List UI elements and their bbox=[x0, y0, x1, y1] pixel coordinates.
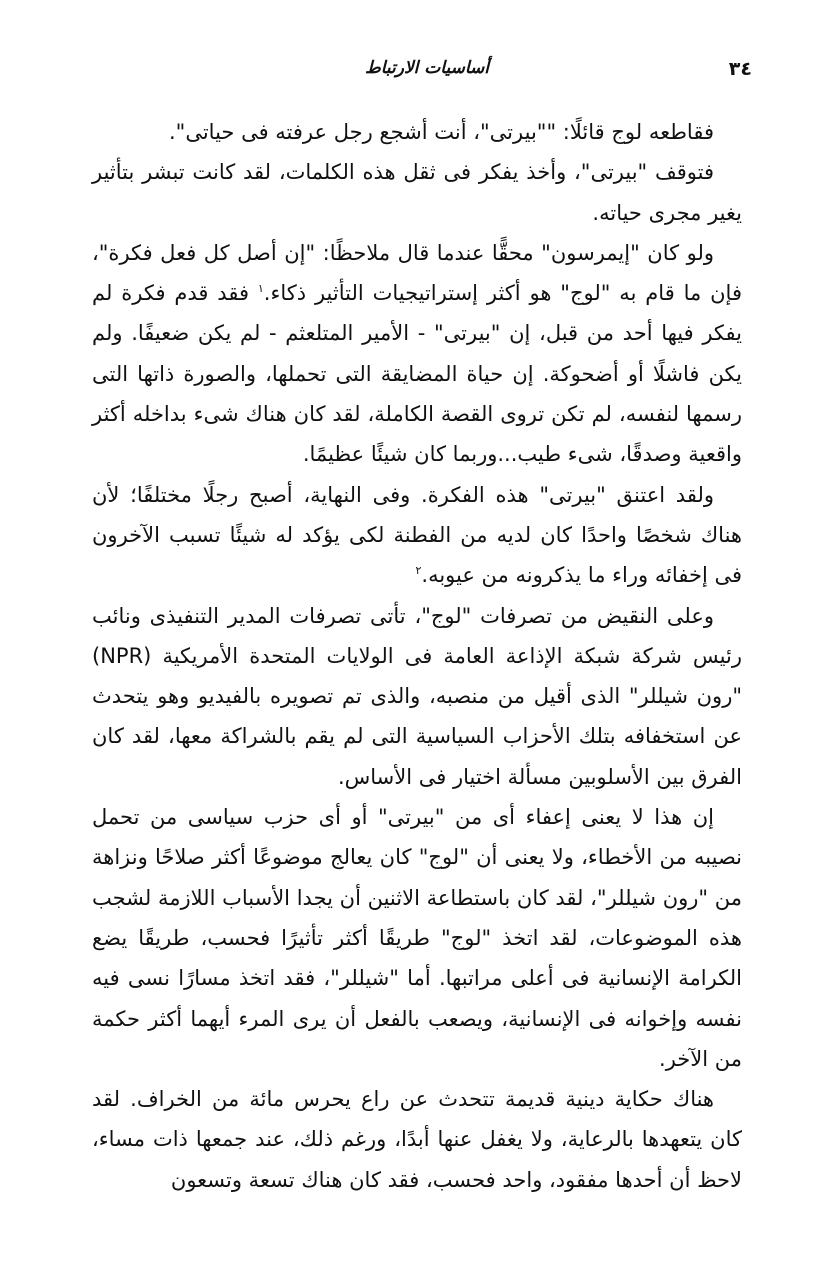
paragraph: هناك حكاية دينية قديمة تتحدث عن راع يحرس مائة من الخراف. لقد كان يتعهدها بالرعاية، ولا يغفل عنها أبدًا، ورغم ذلك، عند جمعها ذات مساء، لاحظ أن أحدها مفقود، واحد فحسب، فقد كان هناك تسعة وتسعون bbox=[92, 1087, 742, 1192]
paragraph: وعلى النقيض من تصرفات "لوج"، تأتى تصرفات المدير التنفيذى ونائب رئيس شركة شبكة الإذاعة العامة فى الولايات المتحدة الأمريكية (NPR) "رون شيللر" الذى أقيل من منصبه، والذى تم تصويره بالفيديو وهو يتحدث عن استخفافه بتلك الأحزاب السياسية التى لم يقم بالشراكة معها، لقد كان الفرق بين الأسلوبين مسألة اختيار فى الأساس. bbox=[92, 603, 742, 789]
footnote-marker: ٢ bbox=[415, 564, 422, 578]
paragraph: فتوقف "بيرتى"، وأخذ يفكر فى ثقل هذه الكلمات، لقد كانت تبشر بتأثير يغير مجرى حياته. bbox=[92, 160, 742, 225]
paragraph: إن هذا لا يعنى إعفاء أى من "بيرتى" أو أى حزب سياسى من تحمل نصيبه من الأخطاء، ولا يعنى أن "لوج" كان يعالج موضوعًا أكثر صلاحًا ونزاهة من "رون شيللر"، لقد كان باستطاعة الاثنين أن يجدا الأسباب اللازمة لشجب هذه الموضوعات، لقد اتخذ "لوج" طريقًا أكثر تأثيرًا فحسب، طريقًا يضع الكرامة الإنسانية فى أعلى مراتبها. أما "شيللر"، فقد اتخذ مسارًا نسى فيه نفسه وإخوانه فى الإنسانية، ويصعب بالفعل أن يرى المرء أيهما أكثر حكمة من الآخر. bbox=[92, 805, 742, 1071]
page-number: ٣٤ bbox=[728, 58, 752, 80]
body-text bbox=[92, 112, 742, 1200]
paragraph: فقاطعه لوج قائلًا: ""بيرتى"، أنت أشجع رجل عرفته فى حياتى". bbox=[169, 120, 714, 144]
page-header bbox=[92, 58, 752, 88]
footnote-marker: ١ bbox=[257, 282, 264, 296]
paragraph: ولقد اعتنق "بيرتى" هذه الفكرة. وفى النهاية، أصبح رجلًا مختلفًا؛ لأن هناك شخصًا واحدًا كان لديه من الفطنة لكى يؤكد له شيئًا تسبب الآخرون فى إخفائه وراء ما يذكرونه من عيوبه.$^٢$ bbox=[92, 482, 742, 588]
paragraph: ولو كان "إيمرسون" محقًّا عندما قال ملاحظًا: "إن أصل كل فعل فكرة"، فإن ما قام به "لوج" هو أكثر إستراتيجيات التأثير ذكاء.$^١$ فقد قدم فكرة لم يفكر فيها أحد من قبل، إن "بيرتى" - الأمير المتلعثم - لم يكن ضعيفًا. ولم يكن فاشلًا أو أضحوكة. إن حياة المضايقة التى تحملها، والصورة ذاتها التى رسمها لنفسه، لم تكن تروى القصة الكاملة، لقد كان هناك شىء بداخله أكثر واقعية وصدقًا، شىء طيب...وربما كان شيئًا عظيمًا. bbox=[92, 240, 742, 467]
running-title: أساسيات الارتباط bbox=[364, 58, 489, 78]
